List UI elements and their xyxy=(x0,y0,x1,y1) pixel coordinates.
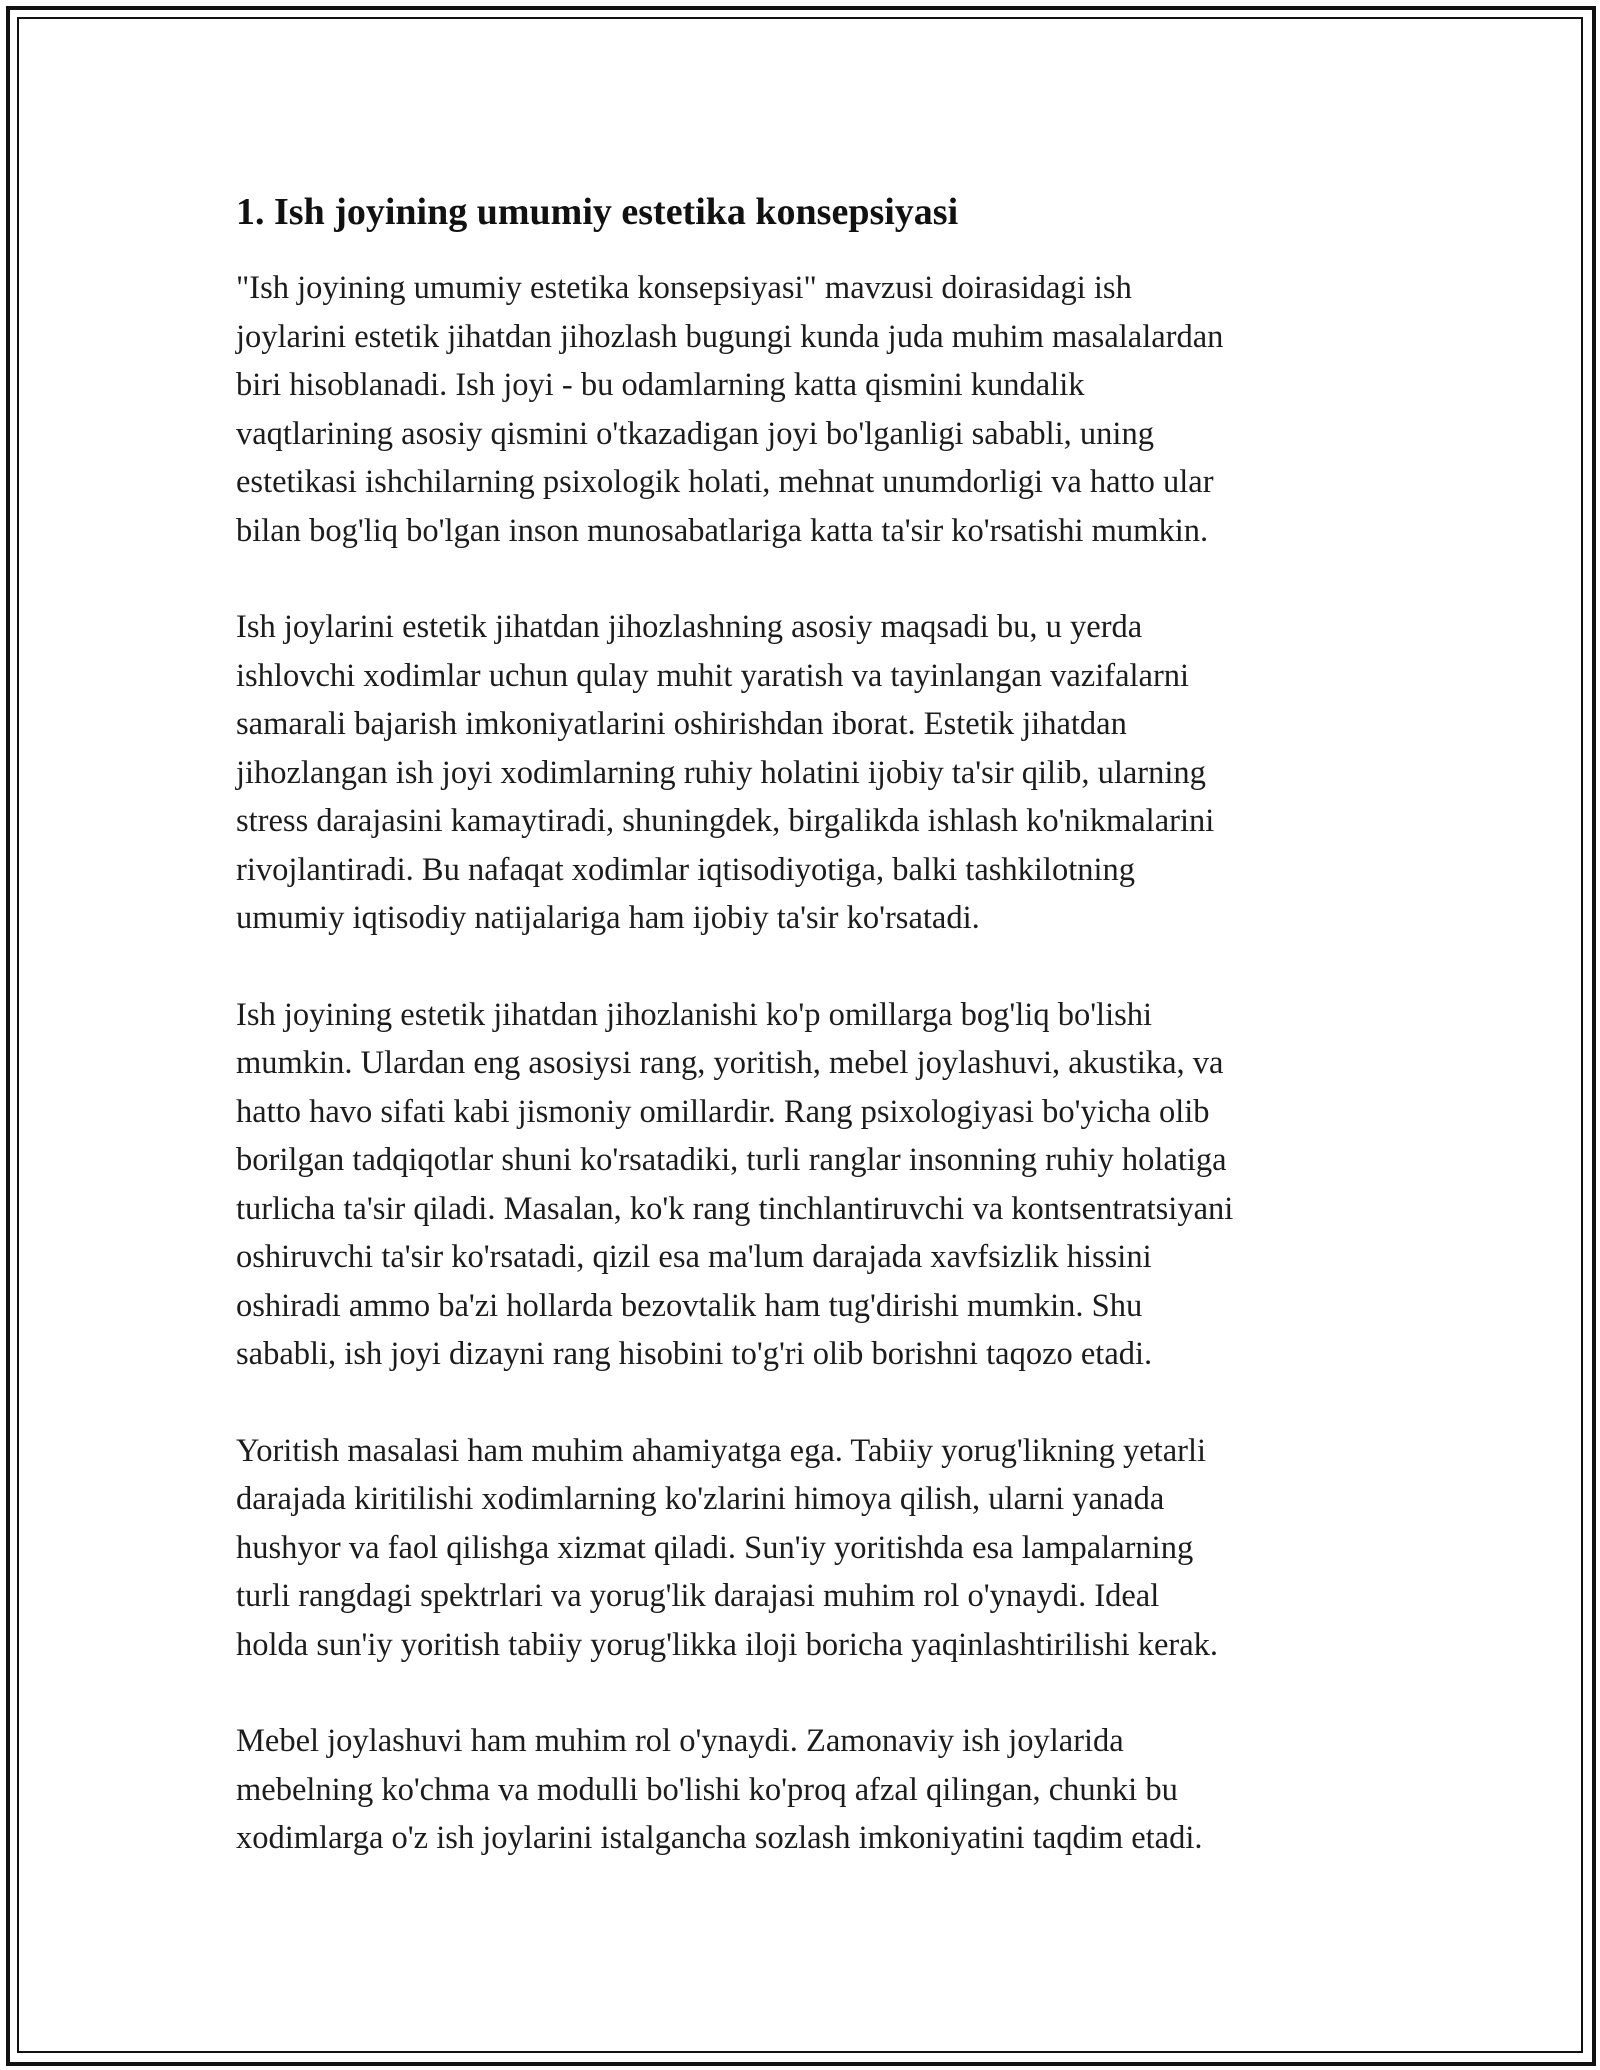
text-line: turli rangdagi spektrlari va yorug'lik darajasi muhim rol o'ynaydi. Ideal xyxy=(236,1578,1160,1614)
text-line: xodimlarga o'z ish joylarini istalgancha sozlash imkoniyatini taqdim etadi. xyxy=(236,1820,1203,1856)
text-line: bilan bog'liq bo'lgan inson munosabatlariga katta ta'sir ko'rsatishi mumkin. xyxy=(236,512,1209,549)
text-line: Ish joyining estetik jihatdan jihozlanishi ko'p omillarga bog'liq bo'lishi xyxy=(236,996,1153,1033)
text-line: jihozlangan ish joyi xodimlarning ruhiy holatini ijobiy ta'sir qilib, ularning xyxy=(236,754,1206,791)
text-line: ishlovchi xodimlar uchun qulay muhit yaratish va tayinlangan vazifalarni xyxy=(236,657,1190,694)
text-line: sababli, ish joyi dizayni rang hisobini to'g'ri olib borishni taqozo etadi. xyxy=(236,1336,1153,1372)
text-line: joylarini estetik jihatdan jihozlash bugungi kunda juda muhim masalalardan xyxy=(236,318,1224,355)
text-line: holda sun'iy yoritish tabiiy yorug'likka iloji boricha yaqinlashtirilishi kerak. xyxy=(236,1626,1219,1663)
paragraph-3 xyxy=(236,991,1376,1379)
text-line: samarali bajarish imkoniyatlarini oshirishdan iborat. Estetik jihatdan xyxy=(236,706,1127,742)
text-line: Ish joylarini estetik jihatdan jihozlashning asosiy maqsadi bu, u yerda xyxy=(236,609,1143,645)
text-line: mebelning ko'chma va modulli bo'lishi ko'proq afzal qilingan, chunki bu xyxy=(236,1771,1178,1808)
text-line: oshiradi ammo ba'zi hollarda bezovtalik ham tug'dirishi mumkin. Shu xyxy=(236,1287,1143,1324)
text-line: Yoritish masalasi ham muhim ahamiyatga ega. Tabiiy yorug'likning yetarli xyxy=(236,1432,1207,1469)
text-line: biri hisoblanadi. Ish joyi - bu odamlarning katta qismini kundalik xyxy=(236,367,1085,403)
text-line: borilgan tadqiqotlar shuni ko'rsatadiki, turli ranglar insonning ruhiy holatiga xyxy=(236,1142,1227,1178)
text-line: oshiruvchi ta'sir ko'rsatadi, qizil esa ma'lum darajada xavfsizlik hissini xyxy=(236,1239,1152,1275)
text-line: hatto havo sifati kabi jismoniy omillardir. Rang psixologiyasi bo'yicha olib xyxy=(236,1093,1210,1130)
document-body xyxy=(236,186,1376,1911)
text-line: umumiy iqtisodiy natijalariga ham ijobiy ta'sir ko'rsatadi. xyxy=(236,900,980,936)
text-line: turlicha ta'sir qiladi. Masalan, ko'k rang tinchlantiruvchi va kontsentratsiyani xyxy=(236,1190,1234,1227)
paragraph-2 xyxy=(236,603,1376,943)
text-line: Mebel joylashuvi ham muhim rol o'ynaydi. Zamonaviy ish joylarida xyxy=(236,1723,1124,1759)
text-line: stress darajasini kamaytiradi, shuningdek, birgalikda ishlash ko'nikmalarini xyxy=(236,803,1215,839)
paragraph-5 xyxy=(236,1717,1376,1863)
text-line: estetikasi ishchilarning psixologik holati, mehnat unumdorligi va hatto ular xyxy=(236,464,1214,500)
text-line: hushyor va faol qilishga xizmat qiladi. Sun'iy yoritishda esa lampalarning xyxy=(236,1529,1194,1566)
text-line: vaqtlarining asosiy qismini o'tkazadigan joyi bo'lganligi sababli, uning xyxy=(236,415,1154,452)
text-line: mumkin. Ulardan eng asosiysi rang, yoritish, mebel joylashuvi, akustika, va xyxy=(236,1045,1224,1081)
section-heading: 1. Ish joyining umumiy estetika konsepsiyasi xyxy=(236,191,959,233)
text-line: rivojlantiradi. Bu nafaqat xodimlar iqtisodiyotiga, balki tashkilotning xyxy=(236,851,1136,888)
paragraph-4 xyxy=(236,1427,1376,1670)
paragraph-1 xyxy=(236,264,1376,555)
text-line: darajada kiritilishi xodimlarning ko'zlarini himoya qilish, ularni yanada xyxy=(236,1481,1165,1517)
text-line: "Ish joyining umumiy estetika konsepsiyasi" mavzusi doirasidagi ish xyxy=(236,270,1132,306)
